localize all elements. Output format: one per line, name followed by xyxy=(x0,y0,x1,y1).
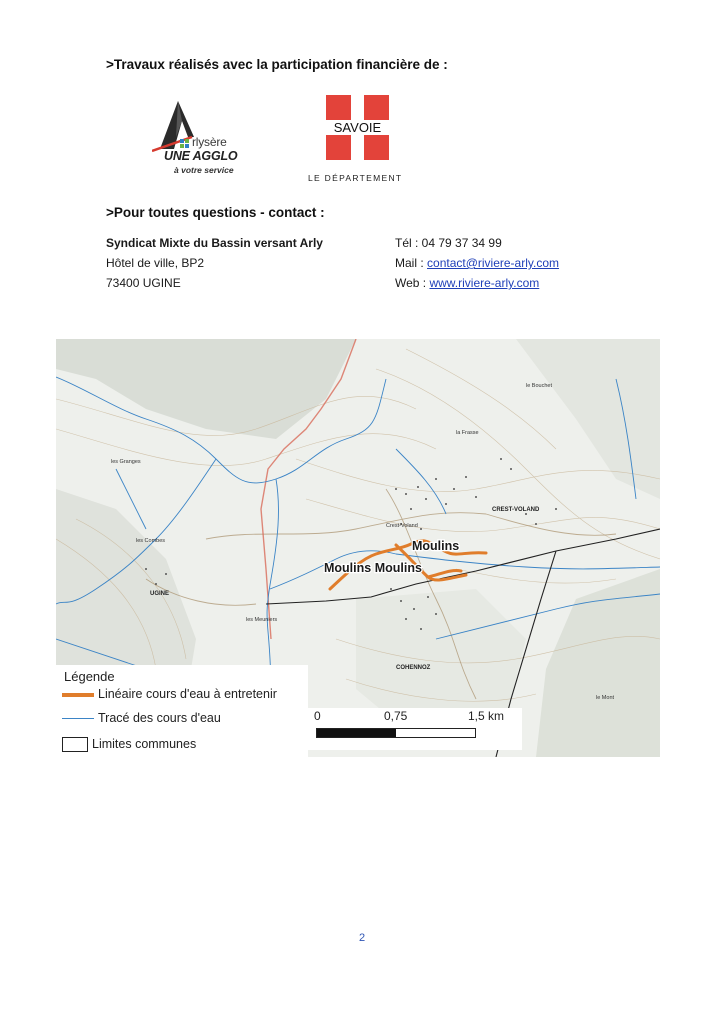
phone-number: Tél : 04 79 37 34 99 xyxy=(395,236,502,250)
blue-line-icon xyxy=(62,718,94,719)
legend-item-boundaries xyxy=(62,737,196,752)
web-link[interactable]: www.riviere-arly.com xyxy=(429,276,540,290)
organization-name: Syndicat Mixte du Bassin versant Arly xyxy=(106,236,323,250)
funding-heading: >Travaux réalisés avec la participation financière de : xyxy=(106,57,448,72)
mail-line xyxy=(395,253,559,273)
contact-heading: >Pour toutes questions - contact : xyxy=(106,205,325,220)
place-la-frasse: la Frasse xyxy=(456,430,479,436)
savoie-logo xyxy=(300,93,420,183)
legend-item-stream-maintain xyxy=(62,687,277,701)
map-label-moulins-2: Moulins Moulins xyxy=(324,561,422,575)
web-label: Web : xyxy=(395,276,430,290)
place-les-granges: les Granges xyxy=(111,459,141,465)
place-les-meuniers: les Meuniers xyxy=(246,617,278,623)
savoie-cross-icon xyxy=(300,93,420,171)
web-line xyxy=(395,273,559,293)
scale-label-0: 0 xyxy=(314,709,321,723)
legend-label: Tracé des cours d'eau xyxy=(98,711,221,725)
map-legend xyxy=(56,665,308,757)
scale-label-2: 1,5 km xyxy=(468,709,505,723)
map-scale-bar xyxy=(308,708,522,750)
address-line-2: 73400 UGINE xyxy=(106,276,181,290)
contact-details xyxy=(395,233,559,293)
place-crest-voland: CREST-VOLAND xyxy=(492,507,540,513)
address-line-1: Hôtel de ville, BP2 xyxy=(106,256,205,270)
map-label-moulins-1: Moulins xyxy=(412,539,460,553)
legend-item-watercourse xyxy=(62,711,221,725)
legend-label: Linéaire cours d'eau à entretenir xyxy=(98,687,277,701)
contact-address xyxy=(106,233,323,293)
place-le-mont: le Mont xyxy=(596,695,615,701)
page-number: 2 xyxy=(358,932,366,944)
savoie-subtitle: LE DÉPARTEMENT xyxy=(308,173,403,183)
savoie-name: SAVOIE xyxy=(333,120,382,135)
arlysere-subtag: à votre service xyxy=(174,165,234,175)
arlysere-tagline: UNE AGGLO xyxy=(164,149,238,163)
place-le-bouchet: le Bouchet xyxy=(526,383,552,389)
place-ugine: UGINE xyxy=(150,591,170,597)
orange-line-icon xyxy=(62,693,94,697)
place-cohennoz: COHENNOZ xyxy=(396,665,431,671)
place-crest-voland-small: Crest-Voland xyxy=(386,523,418,529)
scale-label-1: 0,75 xyxy=(384,709,408,723)
mail-link[interactable]: contact@riviere-arly.com xyxy=(427,256,560,270)
scale-bar-graphic xyxy=(316,728,476,738)
arlysere-name: rlysère xyxy=(192,135,227,149)
mail-label: Mail : xyxy=(395,256,428,270)
arlysere-logo xyxy=(152,97,262,181)
place-les-combes: les Combes xyxy=(136,538,166,544)
boundary-box-icon xyxy=(62,737,88,752)
legend-label: Limites communes xyxy=(92,737,197,751)
legend-title: Légende xyxy=(64,669,115,684)
